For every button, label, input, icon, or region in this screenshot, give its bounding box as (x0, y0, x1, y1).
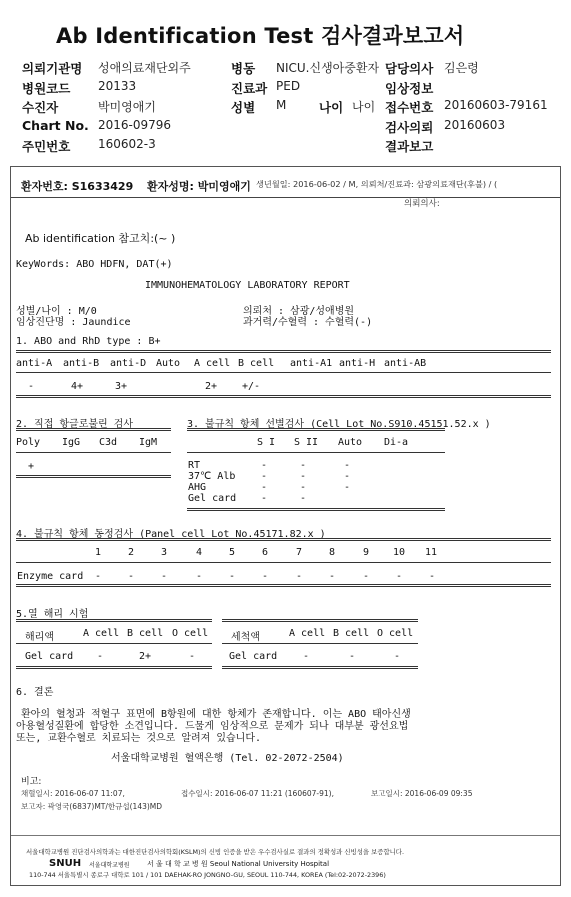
field-label: 병원코드 (22, 81, 71, 96)
patient-number: 환자번호: S1633429 (21, 180, 134, 193)
s3-row-label: AHG (188, 482, 207, 493)
s2-header: Poly (16, 437, 41, 448)
double-rule (222, 619, 418, 622)
blood-bank: 서울대학교병원 혈액은행 (Tel. 02-2072-2504) (111, 753, 344, 764)
s5-left-header: 해리액 (25, 632, 54, 643)
s2-value: + (28, 461, 35, 472)
s5-right-header: A cell (289, 628, 326, 639)
s4-header: 2 (128, 547, 135, 558)
s5-right-header: 세척액 (231, 632, 260, 643)
s4-header: 6 (262, 547, 269, 558)
collected-time: 채혈일시: 2016-06-07 11:07, (21, 789, 125, 798)
field-label: 병동 (231, 61, 256, 76)
field-value: 김은령 (444, 61, 479, 75)
s4-value: - (128, 571, 135, 582)
s1-header: A cell (194, 358, 231, 369)
s3-value: - (344, 460, 351, 471)
s4-header: 8 (329, 547, 336, 558)
s4-header: 4 (196, 547, 203, 558)
s3-row-label: RT (188, 460, 201, 471)
field-label: 임상정보 (385, 81, 434, 96)
field-label: 접수번호 (385, 100, 434, 115)
s5-right-header: B cell (333, 628, 370, 639)
snuh-logo: SNUH (49, 858, 82, 869)
double-rule (16, 666, 212, 669)
double-rule (16, 428, 171, 431)
field-value: 20160603 (444, 118, 506, 132)
field-label: 나이 (319, 100, 344, 115)
s5-right-value: Gel card (229, 651, 278, 662)
reference-title: Ab identification 참고치:(~ ) (25, 232, 176, 245)
certification-note: 서울대학교병원 진단검사의학과는 대한진단검사의학회(KSLM)의 신빙 인증을 받은 우수검사실로 결과의 정확성과 신빙성을 보증합니다. (26, 848, 405, 856)
sex-age: 성별/나이 : M/0 (16, 306, 97, 317)
s5-right-value: - (349, 651, 356, 662)
field-value: 2016-09796 (98, 118, 172, 132)
single-rule (16, 372, 551, 373)
s4-header: 7 (296, 547, 303, 558)
s1-value: 4+ (71, 381, 84, 392)
s3-value: - (344, 471, 351, 482)
field-label: 성별 (231, 100, 256, 115)
s1-header: anti-D (110, 358, 147, 369)
field-value: 나이 (352, 100, 376, 114)
patient-bar (11, 167, 560, 198)
conclusion-line: 또는, 교환수혈로 치료되는 것으로 알려져 있습니다. (16, 733, 262, 744)
single-rule (187, 452, 445, 453)
s5-left-value: Gel card (25, 651, 74, 662)
field-label: 검사의뢰 (385, 120, 434, 135)
s1-value: +/- (242, 381, 261, 392)
s4-value: - (296, 571, 303, 582)
footer-rule (11, 835, 560, 836)
s3-value: - (300, 471, 307, 482)
section6-title: 6. 결론 (16, 687, 54, 698)
double-rule (16, 395, 551, 398)
s2-header: IgG (62, 437, 81, 448)
s1-header: B cell (238, 358, 275, 369)
field-value: M (276, 98, 287, 112)
double-rule (16, 350, 551, 353)
double-rule (16, 584, 551, 587)
s3-value: - (300, 482, 307, 493)
diagnosis: 임상진단명 : Jaundice (16, 317, 131, 328)
s1-header: anti-A (16, 358, 53, 369)
snuh-logo-sub: 서울대학교병원 (89, 862, 130, 869)
double-rule (222, 666, 418, 669)
s4-header: 1 (95, 547, 102, 558)
s4-header: 5 (229, 547, 236, 558)
s3-value: - (300, 493, 307, 504)
s3-header: S I (257, 437, 276, 448)
field-value: PED (276, 79, 301, 93)
section4-title: 4. 불규칙 항체 동정검사 (Panel cell Lot No.45171.82.x ) (16, 529, 326, 540)
s1-header: anti-A1 (290, 358, 333, 369)
s2-header: IgM (139, 437, 158, 448)
hospital-address: 110-744 서울특별시 종로구 대학로 101 / 101 DAEHAK-RO JONGNO-GU, SEOUL 110-744, KOREA (Tel:02-2072-2396) (29, 871, 386, 879)
field-value: 박미영애기 (98, 100, 156, 114)
field-value: 20133 (98, 79, 137, 93)
remark-label: 비고: (21, 777, 42, 787)
field-label: 주민번호 (22, 139, 71, 154)
field-value: 20160603-79161 (444, 98, 548, 112)
s3-value: - (261, 471, 268, 482)
double-rule (16, 619, 212, 622)
s1-value: 3+ (115, 381, 128, 392)
s3-header: S II (294, 437, 319, 448)
reported-time: 보고일시: 2016-06-09 09:35 (371, 789, 473, 798)
s4-value: - (429, 571, 436, 582)
section2-title: 2. 직접 항글로불린 검사 (16, 419, 134, 430)
s4-value: - (262, 571, 269, 582)
s3-value: - (344, 482, 351, 493)
field-label: 진료과 (231, 81, 268, 96)
double-rule (187, 508, 445, 511)
s4-value: - (396, 571, 403, 582)
single-rule (222, 643, 418, 644)
s3-row-label: 37℃ Alb (188, 471, 236, 482)
keywords: KeyWords: ABO HDFN, DAT(+) (16, 259, 173, 270)
s1-value: 2+ (205, 381, 218, 392)
s5-left-value: - (97, 651, 104, 662)
field-label: 의뢰기관명 (22, 61, 83, 76)
s4-value: - (229, 571, 236, 582)
s3-value: - (300, 460, 307, 471)
field-label: 담당의사 (385, 61, 434, 76)
s5-left-header: B cell (127, 628, 164, 639)
s3-header: Auto (338, 437, 363, 448)
field-label: 결과보고 (385, 139, 434, 154)
s3-row-label: Gel card (188, 493, 237, 504)
report-header (0, 0, 571, 166)
s1-header: anti-AB (384, 358, 427, 369)
single-rule (16, 452, 171, 453)
single-rule (16, 643, 212, 644)
patient-details: 생년월일: 2016-06-02 / M, 의뢰처/진료과: 삼광의료재단(후불) / ( (256, 179, 498, 189)
s4-header: 3 (161, 547, 168, 558)
s1-header: anti-B (63, 358, 100, 369)
s4-header: 9 (363, 547, 370, 558)
transfusion-history: 과거력/수혈력 : 수혈력(-) (243, 317, 373, 328)
s5-left-header: A cell (83, 628, 120, 639)
double-rule (16, 538, 551, 541)
field-value: NICU.신생아중환자 (276, 61, 380, 75)
requester: 의뢰처 : 삼광/성애병원 (243, 306, 355, 317)
s3-value: - (261, 460, 268, 471)
patient-name: 환자성명: 박미영애기 (147, 180, 251, 193)
s4-value: - (161, 571, 168, 582)
s4-header: 11 (425, 547, 438, 558)
field-label: Chart No. (22, 118, 89, 133)
s1-header: Auto (156, 358, 181, 369)
double-rule (187, 428, 445, 431)
s4-value: - (95, 571, 102, 582)
s3-value: - (261, 493, 268, 504)
s5-right-header: O cell (377, 628, 414, 639)
received-time: 접수일시: 2016-06-07 11:21 (160607-91), (181, 789, 334, 798)
s1-value: - (28, 381, 35, 392)
s5-left-value: - (189, 651, 196, 662)
s4-value: - (363, 571, 370, 582)
hospital-name: 서 울 대 학 교 병 원 Seoul National University Hospital (147, 860, 330, 868)
referring-doctor: 의뢰의사: (404, 199, 440, 209)
double-rule (16, 475, 171, 478)
s5-left-value: 2+ (139, 651, 152, 662)
scanned-report (10, 166, 561, 886)
s5-right-value: - (394, 651, 401, 662)
s3-header: Di-a (384, 437, 409, 448)
field-value: 성애의료재단외주 (98, 61, 191, 75)
s4-header: 10 (393, 547, 406, 558)
s5-left-header: O cell (172, 628, 209, 639)
s4-row-label: Enzyme card (17, 571, 84, 582)
conclusion-line: 환아의 혈청과 적혈구 표면에 B항원에 대한 항체가 존재합니다. 이는 ABO 태아신생 (21, 709, 411, 720)
s3-value: - (261, 482, 268, 493)
field-label: 수진자 (22, 100, 59, 115)
s1-header: anti-H (339, 358, 376, 369)
section1-title: 1. ABO and RhD type : B+ (16, 336, 161, 347)
s5-right-value: - (303, 651, 310, 662)
section5-title: 5.열 해리 시험 (16, 609, 89, 620)
section3-title: 3. 불규칙 항체 선별검사 (Cell Lot No.S910.45151.52.x ) (187, 419, 491, 430)
s4-value: - (329, 571, 336, 582)
s2-header: C3d (99, 437, 118, 448)
lab-report-title: IMMUNOHEMATOLOGY LABORATORY REPORT (145, 280, 350, 291)
field-value: 160602-3 (98, 137, 156, 151)
s4-value: - (196, 571, 203, 582)
reporters: 보고자: 곽영국(6837)MT/한규섭(143)MD (21, 802, 163, 811)
single-rule (16, 562, 551, 563)
conclusion-line: 아용혈성질환에 합당한 소견입니다. 드물게 임상적으로 문제가 되나 대부분 광선요법 (16, 721, 409, 732)
report-title: Ab Identification Test 검사결과보고서 (56, 24, 465, 48)
